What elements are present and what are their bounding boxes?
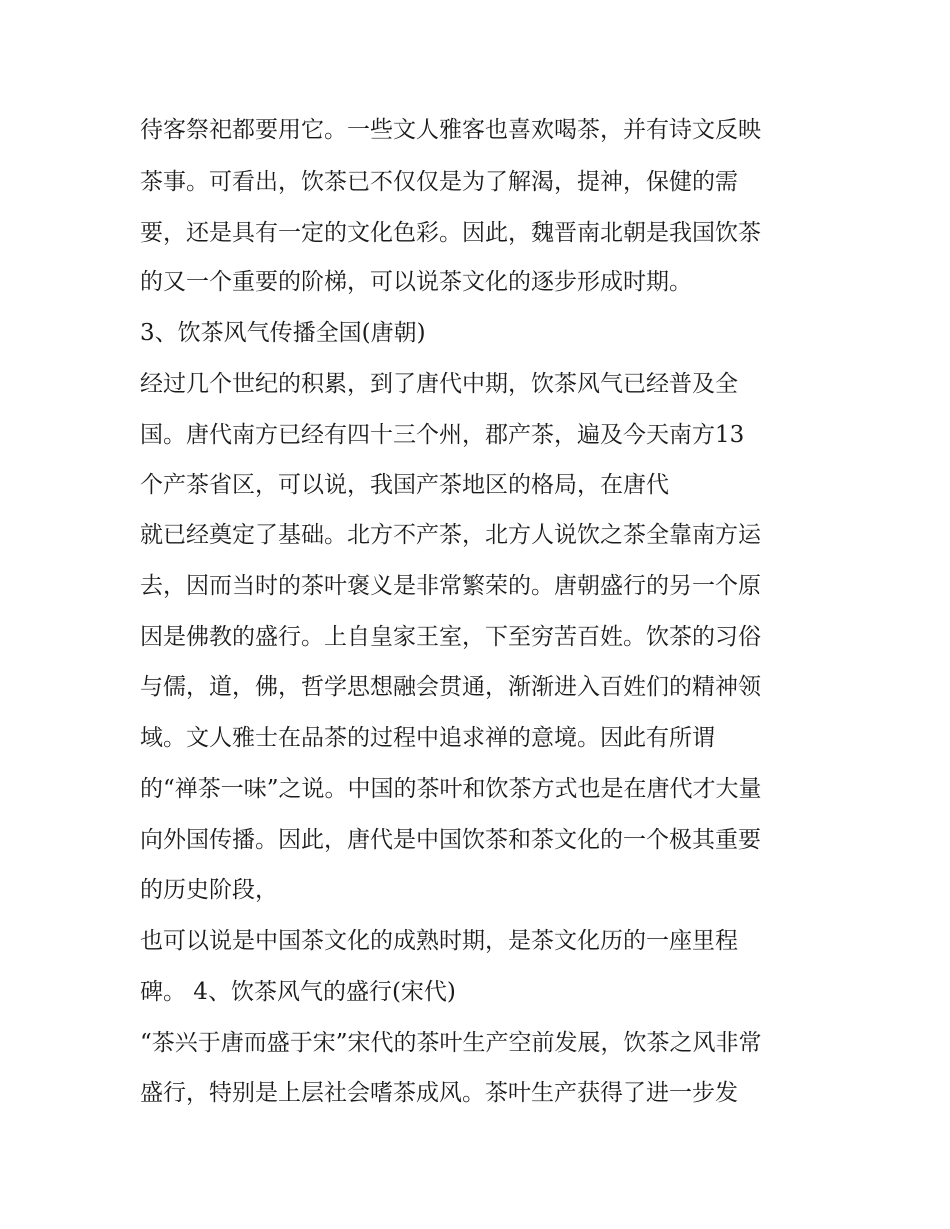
text-line: 向外国传播。因此，唐代是中国饮茶和茶文化的一个极其重要 (140, 827, 761, 853)
text-line: 域。文人雅士在品茶的过程中追求禅的意境。因此有所谓 (140, 725, 715, 751)
text-line: 的“禅茶一味”之说。中国的茶叶和饮茶方式也是在唐代才大量 (140, 776, 762, 802)
section-heading: 3、饮茶风气传播全国(唐朝) (140, 320, 426, 346)
text-line: 也可以说是中国茶文化的成熟时期，是茶文化历的一座里程 (140, 928, 738, 954)
text-line: 待客祭祀都要用它。一些文人雅客也喜欢喝茶，并有诗文反映 (140, 117, 761, 143)
text-line: 茶事。可看出，饮茶已不仅仅是为了解渴，提神，保健的需 (140, 169, 738, 195)
text-line: 与儒，道，佛，哲学思想融会贯通，渐渐进入百姓们的精神领 (140, 674, 761, 700)
text-line: 就已经奠定了基础。北方不产茶，北方人说饮之茶全靠南方运 (140, 522, 761, 548)
text-line: “茶兴于唐而盛于宋”宋代的茶叶生产空前发展，饮茶之风非常 (140, 1030, 762, 1056)
text-line: 的历史阶段， (140, 877, 278, 903)
text-line: 因是佛教的盛行。上自皇家王室，下至穷苦百姓。饮茶的习俗 (140, 624, 761, 650)
section-heading: 碑。 4、饮茶风气的盛行(宋代) (140, 979, 456, 1005)
text-line: 要，还是具有一定的文化色彩。因此，魏晋南北朝是我国饮茶 (140, 220, 761, 246)
text-line: 盛行，特别是上层社会嗜茶成风。茶叶生产获得了进一步发 (140, 1080, 738, 1106)
text-line: 的又一个重要的阶梯，可以说茶文化的逐步形成时期。 (140, 269, 692, 295)
text-line: 国。唐代南方已经有四十三个州，郡产茶，遍及今天南方13 (140, 422, 745, 448)
text-line: 去，因而当时的茶叶褒义是非常繁荣的。唐朝盛行的另一个原 (140, 573, 761, 599)
text-line: 经过几个世纪的积累，到了唐代中期，饮茶风气已经普及全 (140, 371, 738, 397)
text-line: 个产茶省区，可以说，我国产茶地区的格局，在唐代 (140, 472, 669, 498)
